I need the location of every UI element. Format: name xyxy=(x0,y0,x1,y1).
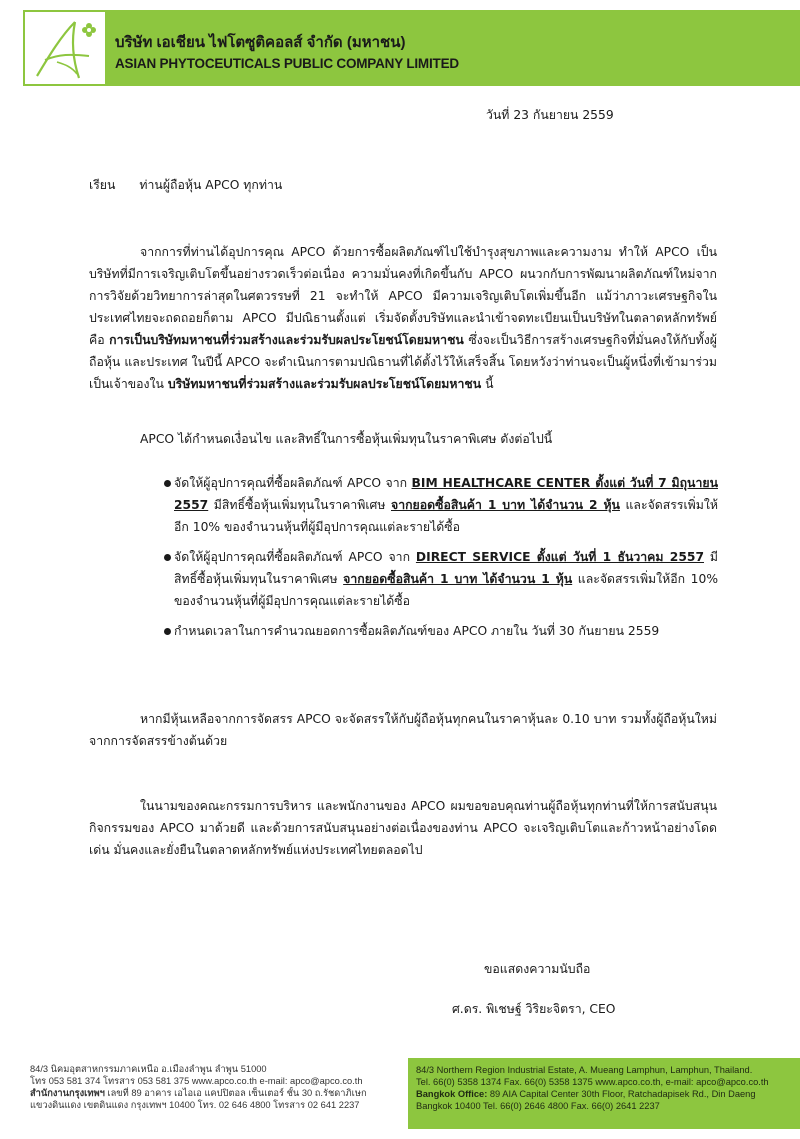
bullet-dot-icon xyxy=(164,554,171,561)
para1-emphasis-2: บริษัทมหาชนที่ร่วมสร้างและร่วมรับผลประโยชน์โดยมหาชน xyxy=(167,377,482,391)
footer-en-line: 84/3 Northern Region Industrial Estate, A. Mueang Lamphun, Lamphun, Thailand. xyxy=(416,1065,753,1075)
footer-en-line xyxy=(416,1088,800,1100)
footer-address-english xyxy=(408,1058,800,1129)
bullet-start-date: ตั้งแต่ วันที่ 7 มิถุนายน 2557 xyxy=(174,476,718,512)
bullet-text: กำหนดเวลาในการคำนวณยอดการซื้อผลิตภัณฑ์ของ APCO ภายใน วันที่ 30 กันยายน 2559 xyxy=(174,624,660,638)
footer-en-bangkok-label: Bangkok Office: xyxy=(416,1089,488,1099)
paragraph-conditions-intro: APCO ได้กำหนดเงื่อนไข และสิทธิ์ในการซื้อหุ้นเพิ่มทุนในราคาพิเศษ ดังต่อไปนี้ xyxy=(140,432,553,446)
list-item xyxy=(140,620,718,642)
paragraph-intro xyxy=(89,241,717,395)
para1-text-continued: ซึ่งจะเป็นวิธีการสร้างเศรษฐกิจที่มั่นคงให้กับทั้งผู้ถือหุ้น และประเทศ ในปีนี้ APCO จะดำเนินการตามปณิธานที่ได้ตั้งไว้ให้เสร็จสิ้น โดยหวังว่าท่านจะเป็นผู้หนึ่งที่เข้ามาร่วมเป็นเจ้าของใน xyxy=(89,333,717,391)
footer-th-bangkok-address: เลขที่ 89 อาคาร เอไอเอ แคปปิตอล เซ็นเตอร์ ชั้น 30 ถ.รัชดาภิเษก xyxy=(104,1088,367,1098)
bullet-channel-name: DIRECT SERVICE xyxy=(415,550,531,564)
list-item xyxy=(140,546,718,612)
salutation xyxy=(89,174,282,196)
footer-th-line: แขวงดินแดง เขตดินแดง กรุงเทพฯ 10400 โทร. 02 646 4800 โทรสาร 02 641 2237 xyxy=(30,1100,360,1110)
para1-text-end: นี้ xyxy=(481,377,494,391)
letterhead-banner xyxy=(23,10,800,86)
footer-th-line xyxy=(30,1087,398,1099)
company-logo xyxy=(23,10,107,86)
para1-emphasis: การเป็นบริษัทมหาชนที่ร่วมสร้างและร่วมรับผลประโยชน์โดยมหาชน xyxy=(109,333,464,347)
bullet-share-ratio: จากยอดซื้อสินค้า 1 บาท ได้จำนวน 2 หุ้น xyxy=(391,498,620,512)
salutation-label: เรียน xyxy=(89,178,116,192)
conditions-list xyxy=(140,472,718,650)
footer-en-bangkok-address: 89 AIA Capital Center 30th Floor, Ratchadapisek Rd., Din Daeng xyxy=(487,1089,756,1099)
list-item xyxy=(140,472,718,538)
paragraph-thanks: ในนามของคณะกรรมการบริหาร และพนักงานของ APCO ผมขอขอบคุณท่านผู้ถือหุ้นทุกท่านที่ให้การสนับสนุนกิจกรรมของ APCO มาด้วยดี และด้วยการสนับสนุนอย่างต่อเนื่องของท่าน APCO จะเจริญเติบโตและก้าวหน้าอย่างโดดเด่น มั่นคงและยั่งยืนในตลาดหลักทรัพย์แห่งประเทศไทยตลอดไป xyxy=(89,799,717,857)
signatory: ศ.ดร. พิเชษฐ์ วิริยะจิตรา, CEO xyxy=(452,1002,616,1016)
bullet-share-ratio: จากยอดซื้อสินค้า 1 บาท ได้จำนวน 1 หุ้น xyxy=(343,572,573,586)
bullet-start-date: ตั้งแต่ วันที่ 1 ธันวาคม 2557 xyxy=(530,550,704,564)
bullet-text: จัดให้ผู้อุปการคุณที่ซื้อผลิตภัณฑ์ APCO จาก xyxy=(174,550,416,564)
bullet-dot-icon xyxy=(164,628,171,635)
bullet-text-end: และจัดสรรเพิ่มให้อีก 10% ของจำนวนหุ้นที่ผู้มีอุปการคุณแต่ละรายได้ซื้อ xyxy=(174,498,718,534)
company-name-thai: บริษัท เอเชียน ไฟโตซูติคอลส์ จำกัด (มหาชน) xyxy=(115,34,406,51)
footer-th-line: 84/3 นิคมอุตสาหกรรมภาคเหนือ อ.เมืองลำพูน ลำพูน 51000 xyxy=(30,1064,267,1074)
closing-phrase: ขอแสดงความนับถือ xyxy=(484,962,591,976)
company-name-english: ASIAN PHYTOCEUTICALS PUBLIC COMPANY LIMITED xyxy=(115,56,459,71)
bullet-text-end: และจัดสรรเพิ่มให้อีก 10% ของจำนวนหุ้นที่ผู้มีอุปการคุณแต่ละรายได้ซื้อ xyxy=(174,572,719,608)
footer-address-thai xyxy=(30,1063,398,1111)
bullet-text: จัดให้ผู้อุปการคุณที่ซื้อผลิตภัณฑ์ APCO จาก xyxy=(174,476,412,490)
bullet-text-continued: มีสิทธิ์ซื้อหุ้นเพิ่มทุนในราคาพิเศษ xyxy=(208,498,391,512)
para1-text: จากการที่ท่านได้อุปการคุณ APCO ด้วยการซื้อผลิตภัณฑ์ไปใช้บำรุงสุขภาพและความงาม ทำให้ APCO เป็นบริษัทที่มีการเจริญเติบโตขึ้นอย่างรวดเร็วต่อเนื่อง ความมั่นคงที่เกิดขึ้นกับ APCO ผนวกกับการพัฒนาผลิตภัณฑ์ใหม่จากการวิจัยด้วยวิทยาการล่าสุดในศตวรรษที่ 21 จะทำให้ APCO มีความเจริญเติบโตเพิ่มขึ้นอีก แม้ว่าภาวะเศรษฐกิจในประเทศไทยจะถดถอยก็ตาม APCO มีปณิธานตั้งแต่ เริ่มจัดตั้งบริษัทและนำเข้าจดทะเบียนเป็นบริษัทในตลาดหลักทรัพย์ คือ xyxy=(89,245,717,347)
footer-th-line: โทร 053 581 374 โทรสาร 053 581 375 www.apco.co.th e-mail: apco@apco.co.th xyxy=(30,1076,363,1086)
footer-en-line: Bangkok 10400 Tel. 66(0) 2646 4800 Fax. 66(0) 2641 2237 xyxy=(416,1101,660,1111)
salutation-recipient: ท่านผู้ถือหุ้น APCO ทุกท่าน xyxy=(139,178,283,192)
letter-date: วันที่ 23 กันยายน 2559 xyxy=(486,108,614,122)
footer-th-bangkok-label: สำนักงานกรุงเทพฯ xyxy=(30,1088,105,1098)
bullet-text-continued: มีสิทธิ์ซื้อหุ้นเพิ่มทุนในราคาพิเศษ xyxy=(174,550,719,586)
bullet-dot-icon xyxy=(164,480,171,487)
footer-en-line: Tel. 66(0) 5358 1374 Fax. 66(0) 5358 1375 www.apco.co.th, e-mail: apco@apco.co.th xyxy=(416,1077,769,1087)
bullet-channel-name: BIM HEALTHCARE CENTER xyxy=(411,476,591,490)
apco-leaf-logo-icon xyxy=(31,16,101,82)
paragraph-remaining-shares: หากมีหุ้นเหลือจากการจัดสรร APCO จะจัดสรรให้กับผู้ถือหุ้นทุกคนในราคาหุ้นละ 0.10 บาท รวมทั้งผู้ถือหุ้นใหม่จากการจัดสรรข้างต้นด้วย xyxy=(89,712,717,748)
